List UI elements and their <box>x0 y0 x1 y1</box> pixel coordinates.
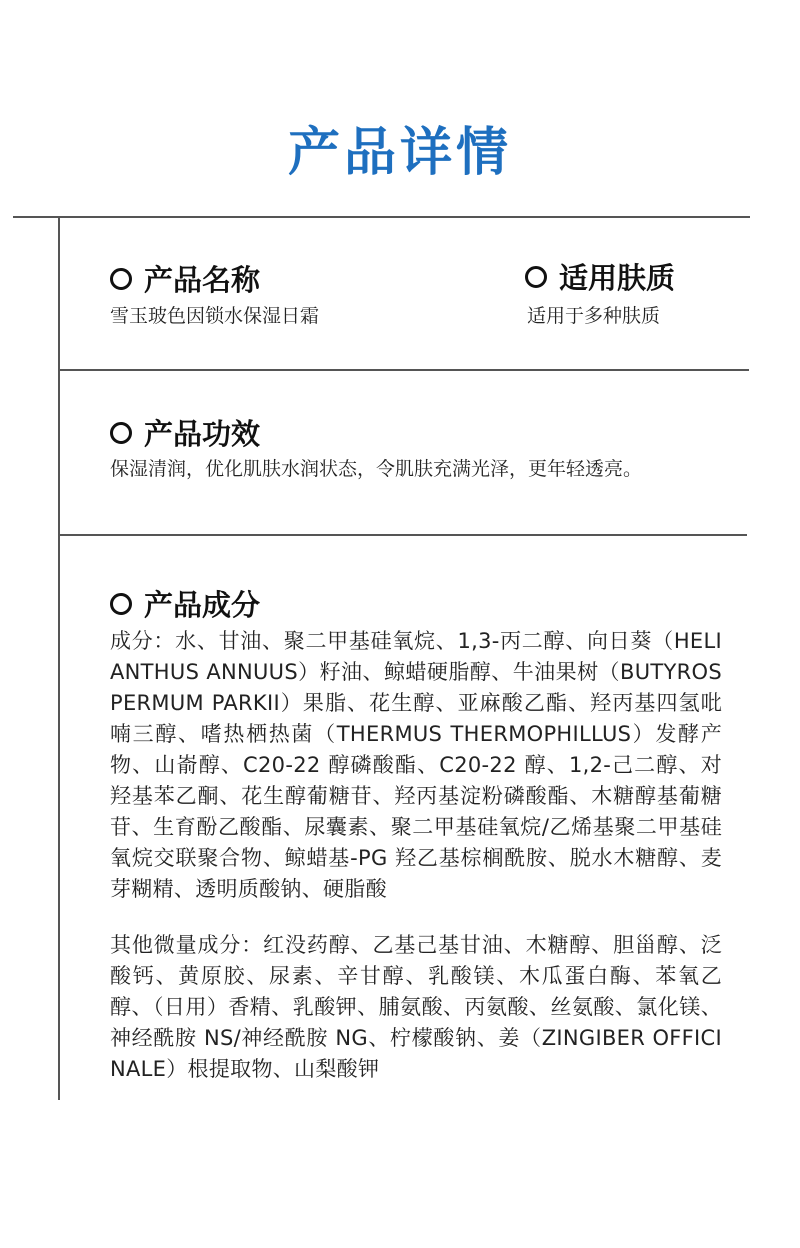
divider-2 <box>58 534 747 536</box>
page-title: 产品详情 <box>287 122 512 183</box>
efficacy-heading <box>110 412 260 453</box>
ingredients-heading <box>110 583 260 624</box>
ingredients-main-text: 成分：水、甘油、聚二甲基硅氧烷、1,3-丙二醇、向日葵（HELIANTHUS ANNUUS）籽油、鲸蜡硬脂醇、牛油果树（BUTYROSPERMUM PARKII）果脂、花生醇、亚麻酸乙酯、羟丙基四氢吡喃三醇、嗜热栖热菌（THERMUS THERMOPHILLUS）发酵产物、山嵛醇、C20-22 醇磷酸酯、C20-22 醇、1,2-己二醇、对羟基苯乙酮、花生醇葡糖苷、羟丙基淀粉磷酸酯、木糖醇基葡糖苷、生育酚乙酸酯、尿囊素、聚二甲基硅氧烷/乙烯基聚二甲基硅氧烷交联聚合物、鲸蜡基-PG 羟乙基棕榈酰胺、脱水木糖醇、麦芽糊精、透明质酸钠、硬脂酸 <box>110 629 722 901</box>
circle-bullet-icon <box>110 268 132 290</box>
product-name-value: 雪玉玻色因锁水保湿日霜 <box>110 305 320 327</box>
skin-type-heading-text: 适用肤质 <box>559 261 676 295</box>
top-divider <box>13 216 750 218</box>
divider-1 <box>58 369 749 371</box>
product-name-heading-text: 产品名称 <box>144 263 261 297</box>
product-name-heading <box>110 258 260 299</box>
skin-type-heading <box>525 256 675 297</box>
ingredients-other-text: 其他微量成分：红没药醇、乙基己基甘油、木糖醇、胆甾醇、泛酸钙、黄原胶、尿素、辛甘醇、乳酸镁、木瓜蛋白酶、苯氧乙醇、（日用）香精、乳酸钾、脯氨酸、丙氨酸、丝氨酸、氯化镁、神经酰胺 NS/神经酰胺 NG、柠檬酸钠、姜（ZINGIBER OFFICINALE）根提取物、山梨酸钾 <box>110 933 722 1081</box>
efficacy-heading-text: 产品功效 <box>144 417 261 451</box>
circle-bullet-icon <box>110 422 132 444</box>
skin-type-value: 适用于多种肤质 <box>527 305 661 327</box>
ingredients-heading-text: 产品成分 <box>144 588 261 622</box>
circle-bullet-icon <box>525 266 547 288</box>
efficacy-value: 保湿清润，优化肌肤水润状态，令肌肤充满光泽，更年轻透亮。 <box>110 458 643 480</box>
left-border <box>58 216 60 1100</box>
circle-bullet-icon <box>110 593 132 615</box>
